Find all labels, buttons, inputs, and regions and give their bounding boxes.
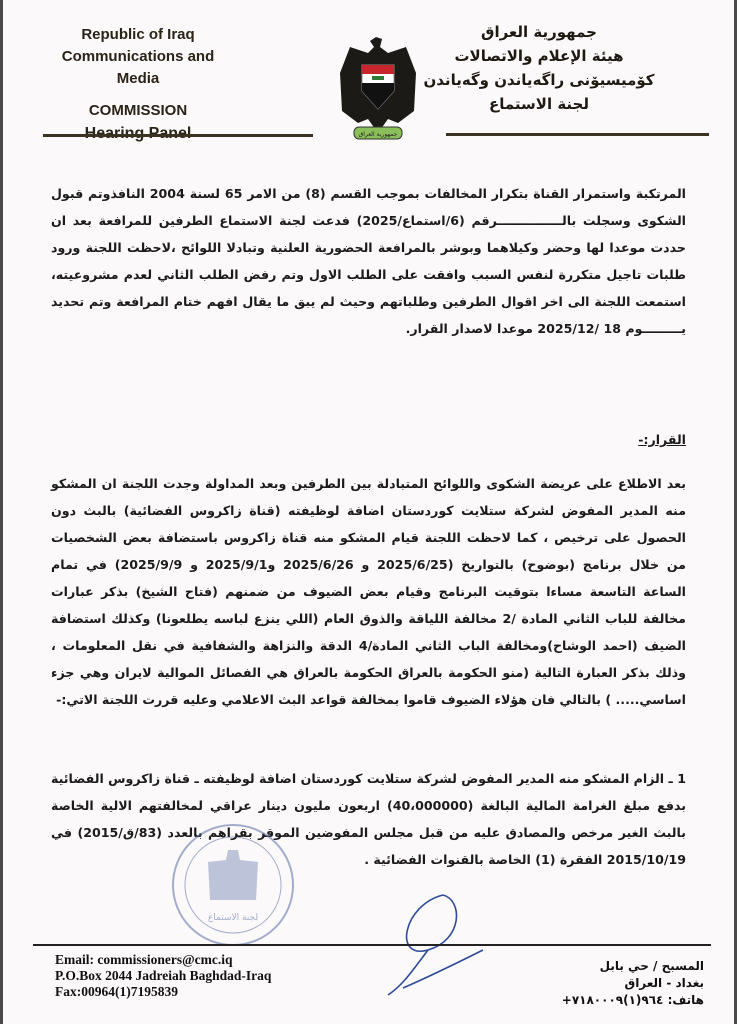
header-en-line2: Communications and Media: [61, 48, 215, 87]
header-arabic: [404, 20, 674, 116]
header-en-line1: Republic of Iraq: [81, 26, 195, 43]
header-ar-line2: هيئة الإعلام والاتصالات: [454, 47, 624, 65]
header-english: [43, 24, 233, 146]
stamp-text: لجنة الاستماع: [207, 913, 259, 923]
footer-divider: [33, 944, 711, 946]
handwritten-signature: [383, 880, 493, 1000]
header-divider-left: [43, 134, 313, 137]
paragraph-proceedings: المرتكبة واستمرار القناة بتكرار المخالفات بموجب القسم (8) من الامر 65 لسنة 2004 النافذوتم قبول الشكوى وسجلت بالـــــــــــــــرقم (6/استماع/2025) فدعت لجنة الاستماع الطرفين للمرافعة بعد ان حددت موعدا لها وحضر وكيلاهما وبوشر بالمرافعة الحضورية العلنية وتبادلا اللوائح ،لاحظت اللجنة ورود طلبات تاجيل متكررة لنفس السبب وافقت على الطلب الاول وتم رفض الطلب الثاني لعدم مشروعيته، استمعت اللجنة الى اخر اقوال الطرفين وطلباتهم وحيث لم يبق ما يقال افهم ختام المرافعة وتم تحديد يـــــــــوم 18 /2025/12 موعدا لاصدار القرار.: [51, 186, 686, 336]
footer-address-line2: بغداد - العراق: [624, 976, 704, 990]
paragraph-ruling-item-1: 1 ـ الزام المشكو منه المدير المفوض لشركة ستلايت كوردستان اضافة لوظيفته ـ قناة زاكروس الفضائية بدفع مبلغ الغرامة المالية البالغة (40،000000) اربعون مليون دينار عراقي لمخالفتهم الالية الخاصة بالبث الغير مرخص والمصادق عليه من قبل مجلس المفوضين الموقر بقراهم بالعدد (83/ق/2015) في 2015/10/19 الفقرة (1) الخاصة بالقنوات الفضائية .: [51, 771, 686, 867]
official-stamp: [168, 820, 298, 950]
footer-email: Email: commissioners@cmc.iq: [55, 952, 233, 967]
header-ar-line3: كۆمیسیۆنی راگەیاندن وگەیاندن: [423, 71, 655, 89]
footer-pobox: P.O.Box 2044 Jadreiah Baghdad-Iraq: [55, 968, 272, 983]
emblem-label: جمهورية العراق: [358, 131, 398, 138]
paragraph-findings: بعد الاطلاع على عريضة الشكوى واللوائح المتبادلة بين الطرفين وبعد المداولة وجدت اللجنة ان المشكو منه المدير المفوض لشركة ستلايت كوردستان اضافة لوظيفته (قناة زاكروس الفضائية) بالبث دون الحصول على ترخيص ، كما لاحظت اللجنة قيام المشكو منه قناة زاكروس باستضافة بعض الشخصيات من خلال برنامج (بوضوح) بالتواريخ (2025/6/25 و 2025/6/26 و2025/9/1 و 2025/9/9) في تمام الساعة التاسعة مساءا بتوقيت البرنامج وقيام بعض الضيوف من ضمنهم (فتاح الشيخ) بذكر عبارات مخالفة للباب الثاني المادة /2 مخالفة اللياقة والذوق العام (اللي ينزع لباسه يطلعونا) وكذلك استضافة الضيف (احمد الوشاح)ومخالفة الباب الثاني المادة/4 الدقة والنزاهة والشفافية في نقل المعلومات ، وذلك بذكر العبارة التالية (منو الحكومة بالعراق الحكومة بالعراق هي الفصائل الموالية لايران وهي جزء اساسي..... ) بالتالي فان هؤلاء الضيوف قاموا بمخالفة قواعد البث الاعلامي وعليه قررت اللجنة الاتي:-: [51, 476, 686, 707]
footer-phone: هاتف: ٩٦٤(١)٧١٨٠٠٠٩+: [561, 993, 704, 1007]
decision-heading: القرار:-: [638, 432, 686, 447]
header-ar-line4: لجنة الاستماع: [488, 95, 589, 113]
header-divider-right: [446, 133, 709, 136]
footer-contact-english: [55, 952, 271, 1000]
header-en-line3: COMMISSION: [88, 102, 188, 119]
header-ar-line1: جمهورية العراق: [481, 23, 597, 41]
footer-contact-arabic: [562, 958, 704, 1009]
footer-fax: Fax:00964(1)7195839: [55, 984, 178, 999]
footer-address-line1: المسبح / حي بابل: [599, 959, 704, 973]
document-page: [3, 0, 734, 1024]
stamp-eagle-icon: [208, 850, 258, 900]
